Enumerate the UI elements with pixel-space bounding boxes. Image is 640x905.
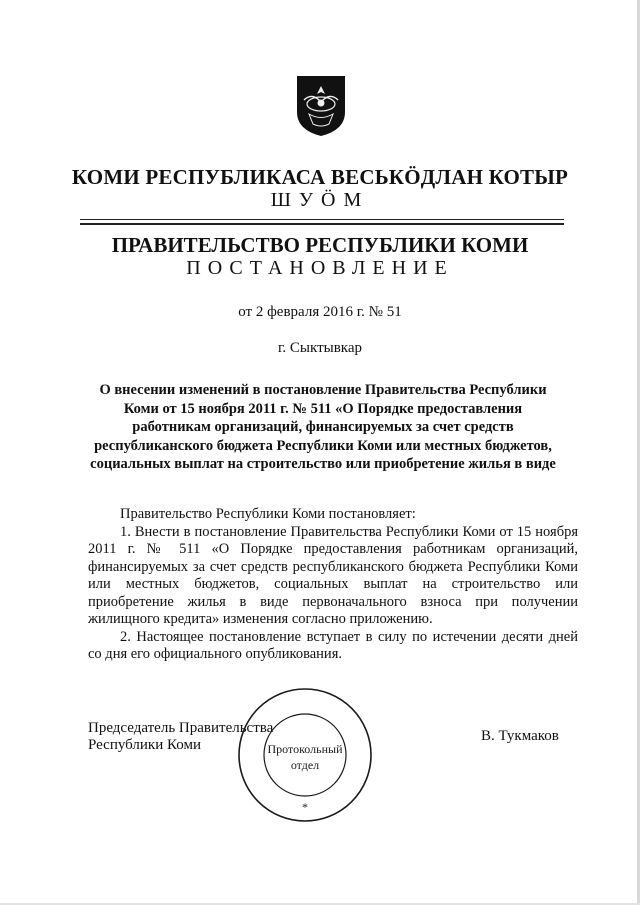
signatory-position-line: Председатель Правительства: [88, 720, 274, 736]
title-line: О внесении изменений в постановление Правительства Республики: [99, 382, 547, 398]
document-body: [88, 506, 578, 664]
city: г. Сыктывкар: [277, 340, 363, 356]
stamp-center-line: отдел: [290, 758, 320, 772]
coat-of-arms-icon: [294, 74, 348, 138]
title-line: социальных выплат на строительство или приобретение жилья в виде: [90, 456, 556, 472]
header-government: ПРАВИТЕЛЬСТВО РЕСПУБЛИКИ КОМИ: [111, 233, 529, 257]
title-line: республиканского бюджета Республики Коми или местных бюджетов,: [94, 437, 552, 454]
title-line: работникам организаций, финансируемых за счет средств: [132, 419, 514, 435]
header-resolution: ПОСТАНОВЛЕНИЕ: [186, 257, 454, 279]
body-item-2: 2. Настоящее постановление вступает в силу по истечении десяти дней со дня его официального опубликования.: [88, 628, 578, 662]
body-intro: Правительство Республики Коми постановляет:: [120, 506, 416, 522]
signatory-name: В. Тукмаков: [481, 728, 559, 744]
stamp-star: *: [302, 800, 308, 814]
header-komi-language: КОМИ РЕСПУБЛИКАСА ВЕСЬКÖДЛАН КОТЫР: [71, 165, 569, 189]
official-stamp: [230, 680, 380, 830]
header-divider-thick: [80, 223, 564, 225]
document-title: [88, 381, 558, 474]
title-line: Коми от 15 ноября 2011 г. № 511 «О Порядке предоставления: [123, 400, 523, 417]
header-divider-thin: [80, 219, 564, 220]
date-number: от 2 февраля 2016 г. № 51: [238, 304, 402, 320]
signatory-position-line: Республики Коми: [88, 737, 201, 753]
body-item-1: 1. Внести в постановление Правительства Республики Коми от 15 ноября 2011 г. № 511 «О Порядке предоставления работникам организаций, финансируемых за счет средств республиканского бюджета Республики Коми или местных бюджетов, социальных выплат на строительство или приобретение жилья в виде первоначального взноса при получении жилищного кредита» изменения согласно приложению.: [88, 523, 578, 627]
header-shuom: ШУÖМ: [270, 189, 370, 211]
stamp-center-line: Протокольный: [267, 742, 343, 756]
